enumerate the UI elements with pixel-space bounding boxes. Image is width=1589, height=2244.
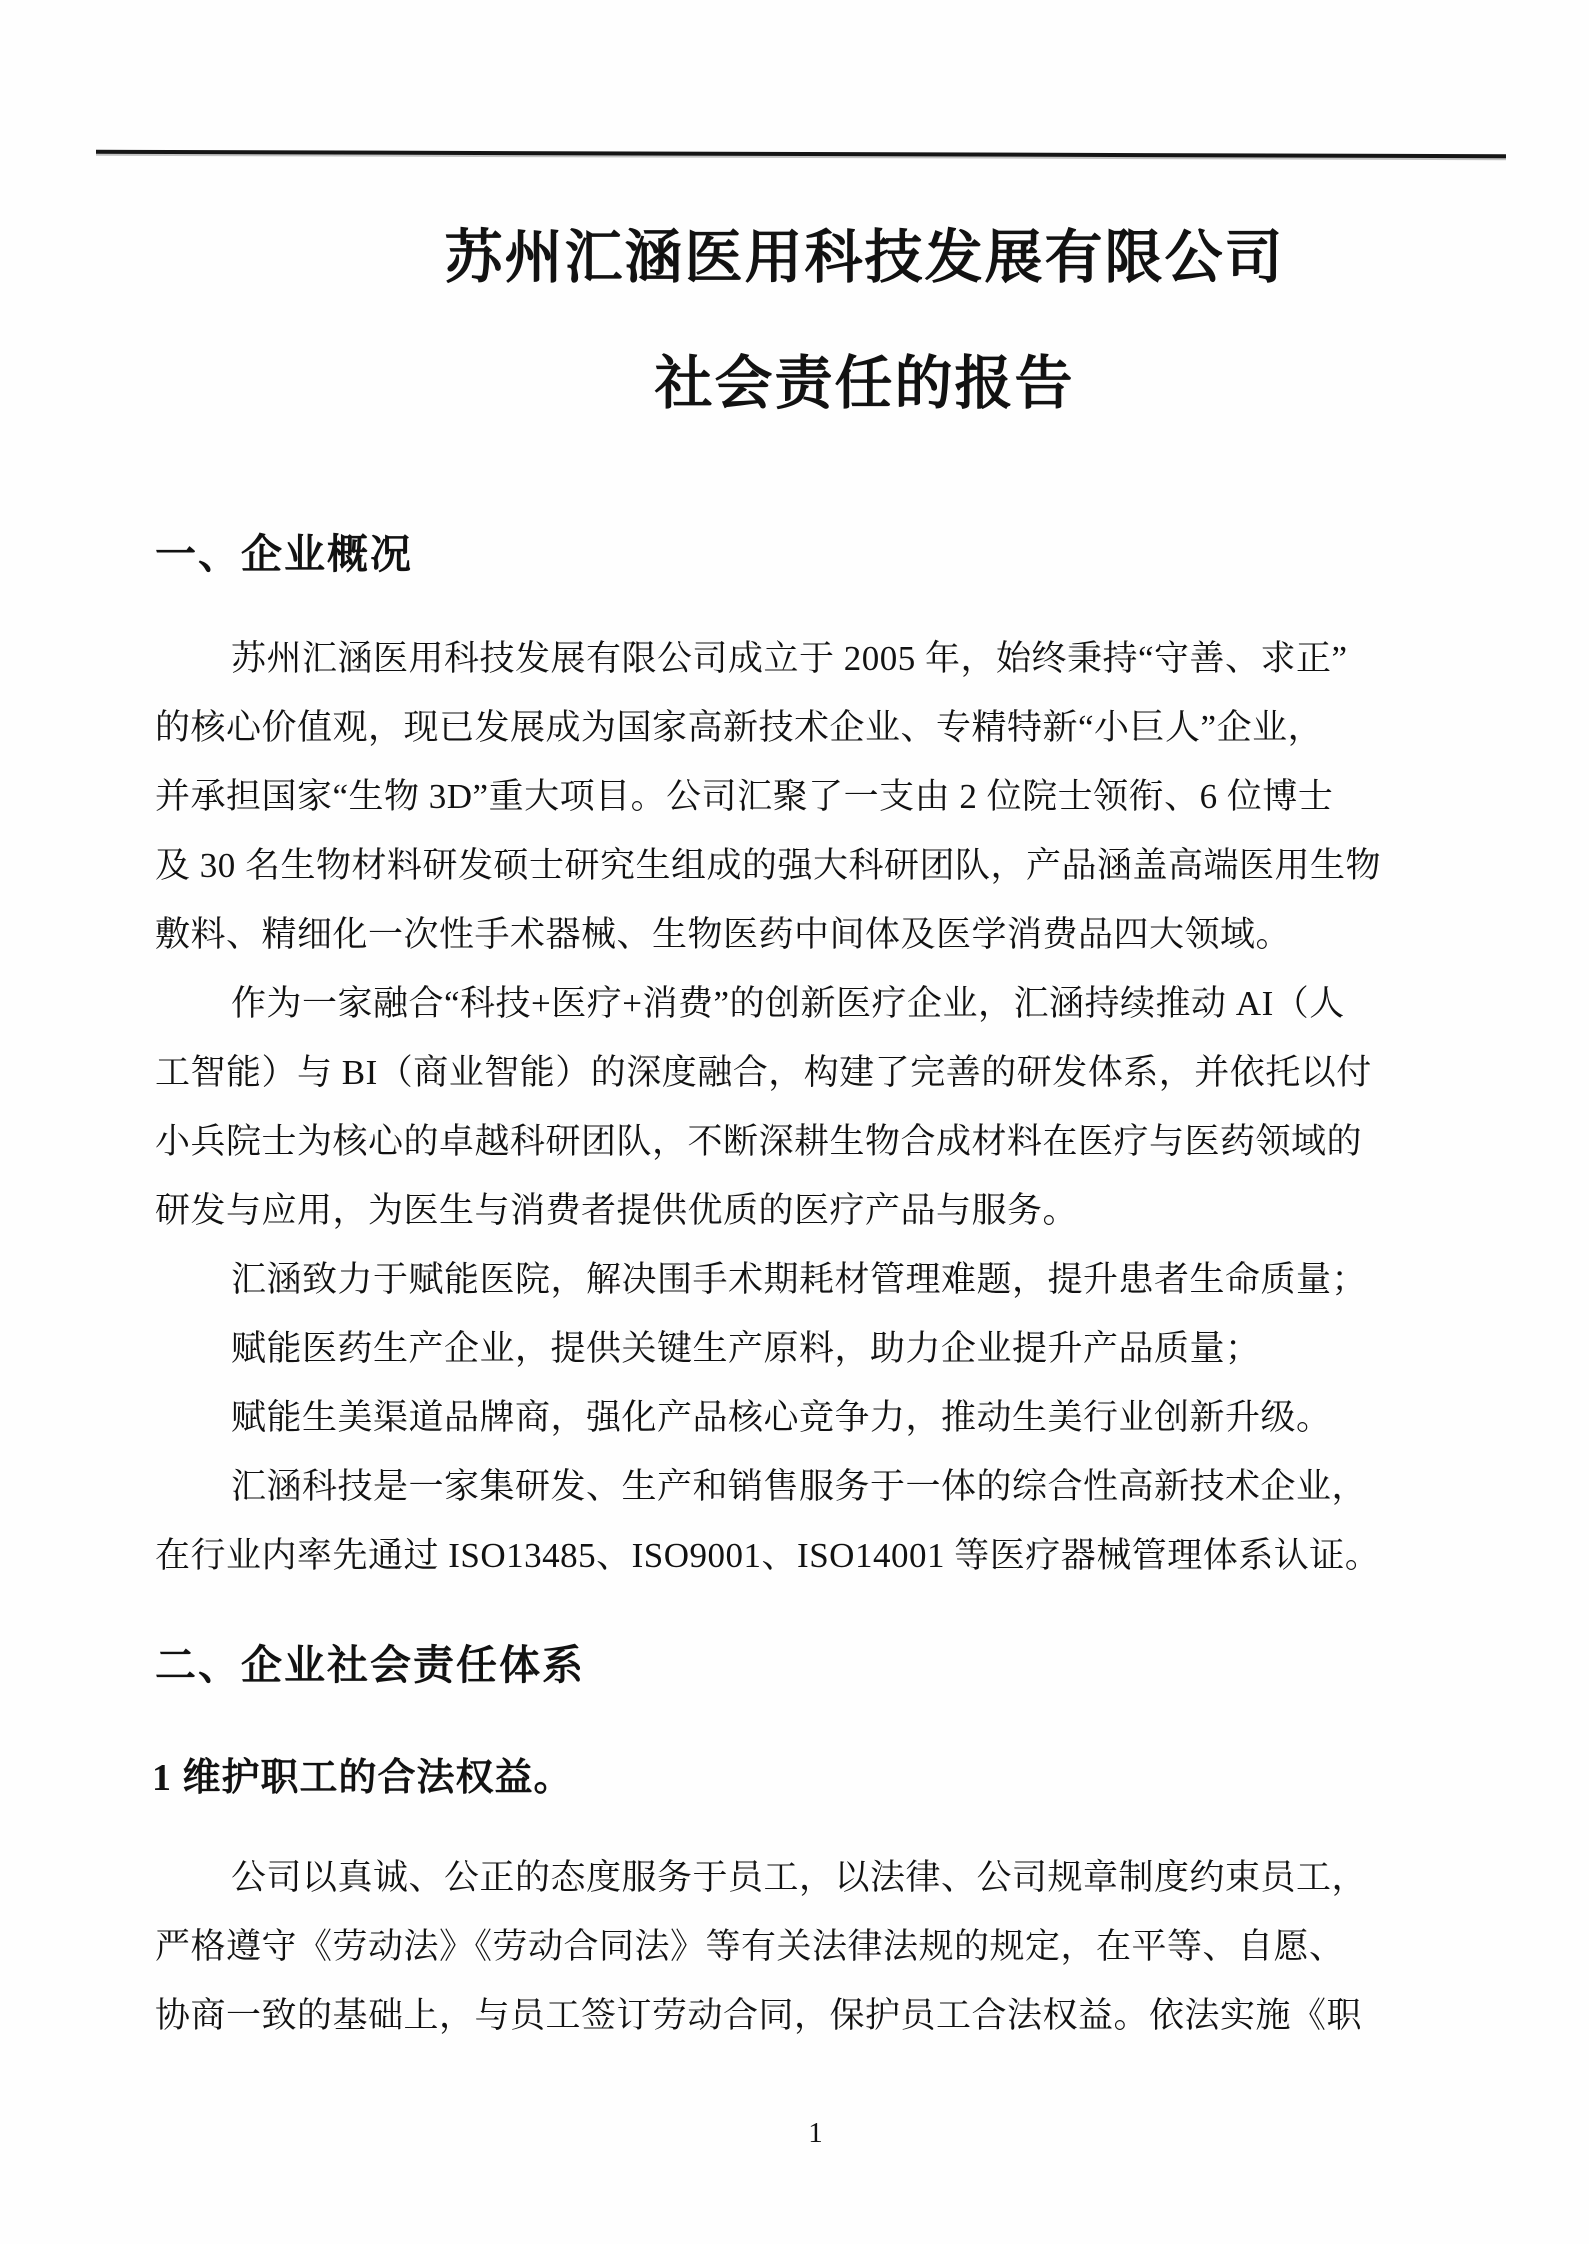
- paragraph-line: 在行业内率先通过 ISO13485、ISO9001、ISO14001 等医疗器械管理体系认证。: [155, 1536, 1381, 1575]
- paragraph-line: 严格遵守《劳动法》《劳动合同法》等有关法律法规的规定，在平等、自愿、: [155, 1927, 1345, 1966]
- page-number: 1: [808, 2117, 823, 2149]
- overview-body: [155, 624, 1485, 1590]
- section-heading-overview: 一、企业概况: [155, 531, 413, 577]
- paragraph-line: 汇涵科技是一家集研发、生产和销售服务于一体的综合性高新技术企业，: [231, 1467, 1368, 1506]
- paragraph-line: 敷料、精细化一次性手术器械、生物医药中间体及医学消费品四大领域。: [155, 915, 1292, 954]
- paragraph-line: 并承担国家“生物 3D”重大项目。公司汇聚了一支由 2 位院士领衔、6 位博士: [155, 777, 1334, 816]
- header-rule: [96, 150, 1506, 158]
- paragraph-line: 研发与应用，为医生与消费者提供优质的医疗产品与服务。: [155, 1191, 1079, 1230]
- employee-rights-body: [155, 1843, 1485, 2050]
- paragraph-line: 公司以真诚、公正的态度服务于员工，以法律、公司规章制度约束员工，: [231, 1858, 1368, 1897]
- paragraph-line: 赋能生美渠道品牌商，强化产品核心竞争力，推动生美行业创新升级。: [231, 1398, 1332, 1437]
- paragraph-line: 及 30 名生物材料研发硕士研究生组成的强大科研团队，产品涵盖高端医用生物: [155, 846, 1382, 885]
- report-title-subtitle: 社会责任的报告: [654, 351, 1075, 416]
- paragraph-line: 苏州汇涵医用科技发展有限公司成立于 2005 年，始终秉持“守善、求正”: [231, 639, 1348, 678]
- report-title-company: 苏州汇涵医用科技发展有限公司: [444, 225, 1285, 290]
- subsection-heading-employee-rights: 1 维护职工的合法权益。: [152, 1757, 573, 1799]
- paragraph-line: 小兵院士为核心的卓越科研团队，不断深耕生物合成材料在医疗与医药领域的: [155, 1122, 1363, 1161]
- section-heading-csr: 二、企业社会责任体系: [155, 1642, 585, 1688]
- paragraph-line: 汇涵致力于赋能医院，解决围手术期耗材管理难题，提升患者生命质量；: [231, 1260, 1368, 1299]
- paragraph-line: 作为一家融合“科技+医疗+消费”的创新医疗企业，汇涵持续推动 AI（人: [231, 984, 1345, 1023]
- paragraph-line: 协商一致的基础上，与员工签订劳动合同，保护员工合法权益。依法实施《职: [155, 1996, 1363, 2035]
- paragraph-line: 工智能）与 BI（商业智能）的深度融合，构建了完善的研发体系，并依托以付: [155, 1053, 1372, 1092]
- paragraph-line: 赋能医药生产企业，提供关键生产原料，助力企业提升产品质量；: [231, 1329, 1261, 1368]
- paragraph-line: 的核心价值观，现已发展成为国家高新技术企业、专精特新“小巨人”企业，: [155, 708, 1324, 747]
